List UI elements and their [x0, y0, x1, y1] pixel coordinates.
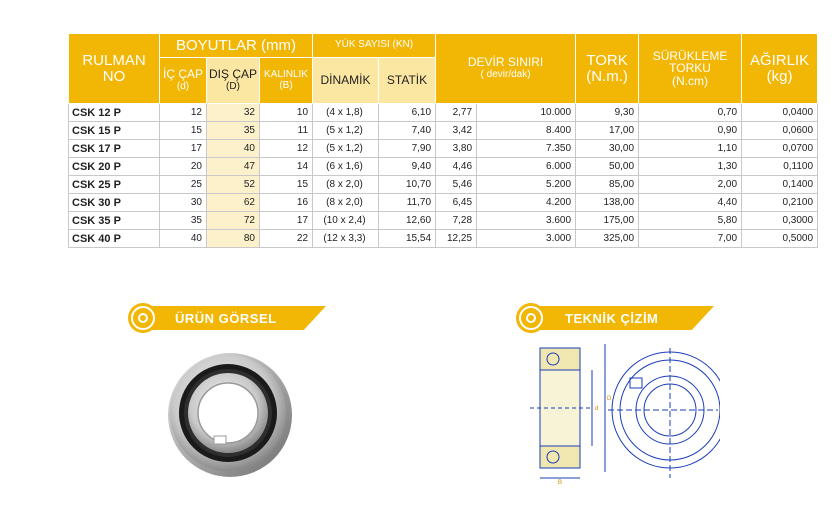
table-cell-surukleme: 0,70 [639, 104, 742, 122]
table-cell-statik: 7,40 [379, 122, 436, 140]
table-cell-surukleme: 7,00 [639, 230, 742, 248]
header-dinamik: DİNAMİK [313, 58, 379, 104]
table-cell-devir_a: 12,25 [436, 230, 477, 248]
header-boyutlar: BOYUTLAR (mm) [160, 34, 313, 58]
bearing-logo-icon [127, 302, 159, 334]
table-cell-dinamik: (5 x 1,2) [313, 140, 379, 158]
table-cell-dinamik: (8 x 2,0) [313, 176, 379, 194]
table-cell-no: CSK 15 P [69, 122, 160, 140]
table-cell-devir_b: 3.600 [477, 212, 576, 230]
table-cell-devir_b: 3.000 [477, 230, 576, 248]
table-cell-devir_b: 8.400 [477, 122, 576, 140]
table-cell-D: 40 [207, 140, 260, 158]
table-cell-B: 16 [260, 194, 313, 212]
table-cell-tork: 17,00 [576, 122, 639, 140]
table-cell-surukleme: 5,80 [639, 212, 742, 230]
table-cell-statik: 10,70 [379, 176, 436, 194]
table-cell-devir_b: 6.000 [477, 158, 576, 176]
table-cell-agirlik: 0,5000 [742, 230, 818, 248]
table-cell-d: 12 [160, 104, 207, 122]
table-cell-tork: 175,00 [576, 212, 639, 230]
table-cell-devir_b: 5.200 [477, 176, 576, 194]
table-cell-agirlik: 0,0400 [742, 104, 818, 122]
table-cell-d: 40 [160, 230, 207, 248]
header-statik: STATİK [379, 58, 436, 104]
header-agirlik: AĞIRLIK (kg) [742, 34, 818, 104]
header-rulman-no: RULMAN NO [69, 34, 160, 104]
table-cell-agirlik: 0,2100 [742, 194, 818, 212]
teknik-cizim-banner [515, 304, 715, 332]
urun-gorsel-title: ÜRÜN GÖRSEL [175, 311, 277, 326]
table-cell-statik: 11,70 [379, 194, 436, 212]
table-cell-D: 52 [207, 176, 260, 194]
table-cell-surukleme: 0,90 [639, 122, 742, 140]
table-row [69, 212, 818, 230]
table-cell-dinamik: (8 x 2,0) [313, 194, 379, 212]
table-cell-D: 80 [207, 230, 260, 248]
table-cell-agirlik: 0,0600 [742, 122, 818, 140]
dimension-B-label: B [558, 480, 563, 486]
table-cell-surukleme: 4,40 [639, 194, 742, 212]
table-cell-no: CSK 20 P [69, 158, 160, 176]
table-row [69, 140, 818, 158]
table-row [69, 158, 818, 176]
teknik-cizim-title: TEKNİK ÇİZİM [565, 311, 659, 326]
table-cell-B: 22 [260, 230, 313, 248]
table-cell-devir_b: 4.200 [477, 194, 576, 212]
table-cell-surukleme: 2,00 [639, 176, 742, 194]
table-cell-D: 35 [207, 122, 260, 140]
bearing-logo-icon [515, 302, 547, 334]
header-devir-siniri: DEVİR SINIRI ( devir/dak) [436, 34, 576, 104]
table-row [69, 104, 818, 122]
table-cell-tork: 138,00 [576, 194, 639, 212]
table-cell-B: 15 [260, 176, 313, 194]
table-row [69, 122, 818, 140]
table-cell-agirlik: 0,1400 [742, 176, 818, 194]
table-cell-no: CSK 12 P [69, 104, 160, 122]
technical-drawing [520, 338, 720, 488]
table-cell-D: 62 [207, 194, 260, 212]
table-cell-devir_a: 3,80 [436, 140, 477, 158]
table-cell-tork: 9,30 [576, 104, 639, 122]
header-dis-cap: DIŞ ÇAP (D) [207, 58, 260, 104]
table-cell-no: CSK 40 P [69, 230, 160, 248]
table-cell-no: CSK 30 P [69, 194, 160, 212]
table-cell-devir_b: 10.000 [477, 104, 576, 122]
table-cell-surukleme: 1,10 [639, 140, 742, 158]
table-cell-no: CSK 25 P [69, 176, 160, 194]
table-cell-d: 20 [160, 158, 207, 176]
table-cell-tork: 30,00 [576, 140, 639, 158]
table-cell-surukleme: 1,30 [639, 158, 742, 176]
table-cell-d: 17 [160, 140, 207, 158]
table-cell-devir_a: 2,77 [436, 104, 477, 122]
table-cell-no: CSK 17 P [69, 140, 160, 158]
table-cell-statik: 6,10 [379, 104, 436, 122]
table-cell-tork: 85,00 [576, 176, 639, 194]
header-ic-cap: İÇ ÇAP (d) [160, 58, 207, 104]
table-cell-d: 30 [160, 194, 207, 212]
header-tork: TORK (N.m.) [576, 34, 639, 104]
table-cell-statik: 15,54 [379, 230, 436, 248]
table-cell-D: 72 [207, 212, 260, 230]
table-cell-d: 25 [160, 176, 207, 194]
table-row [69, 230, 818, 248]
table-cell-agirlik: 0,0700 [742, 140, 818, 158]
header-kalinlik: KALINLIK (B) [260, 58, 313, 104]
table-cell-D: 32 [207, 104, 260, 122]
header-yuk-sayisi: YÜK SAYISI (KN) [313, 34, 436, 58]
table-cell-statik: 9,40 [379, 158, 436, 176]
header-surukleme-torku: SÜRÜKLEME TORKU (N.cm) [639, 34, 742, 104]
table-cell-statik: 7,90 [379, 140, 436, 158]
bearing-spec-table [68, 33, 818, 248]
table-cell-B: 12 [260, 140, 313, 158]
table-cell-tork: 50,00 [576, 158, 639, 176]
dimension-D-label: D [607, 396, 612, 402]
table-cell-agirlik: 0,1100 [742, 158, 818, 176]
table-cell-dinamik: (12 x 3,3) [313, 230, 379, 248]
table-cell-dinamik: (10 x 2,4) [313, 212, 379, 230]
table-cell-devir_a: 4,46 [436, 158, 477, 176]
bearing-product-image [158, 343, 298, 483]
table-cell-devir_a: 6,45 [436, 194, 477, 212]
table-cell-dinamik: (4 x 1,8) [313, 104, 379, 122]
table-cell-tork: 325,00 [576, 230, 639, 248]
table-row [69, 194, 818, 212]
table-cell-B: 10 [260, 104, 313, 122]
dimension-d-label: d [595, 406, 599, 412]
table-cell-devir_a: 7,28 [436, 212, 477, 230]
table-cell-d: 15 [160, 122, 207, 140]
table-cell-B: 11 [260, 122, 313, 140]
table-cell-devir_b: 7.350 [477, 140, 576, 158]
table-cell-devir_a: 5,46 [436, 176, 477, 194]
urun-gorsel-banner [127, 304, 327, 332]
table-row [69, 176, 818, 194]
table-cell-B: 17 [260, 212, 313, 230]
table-cell-dinamik: (5 x 1,2) [313, 122, 379, 140]
table-cell-d: 35 [160, 212, 207, 230]
table-cell-no: CSK 35 P [69, 212, 160, 230]
table-cell-D: 47 [207, 158, 260, 176]
table-cell-statik: 12,60 [379, 212, 436, 230]
table-cell-devir_a: 3,42 [436, 122, 477, 140]
table-cell-agirlik: 0,3000 [742, 212, 818, 230]
table-cell-B: 14 [260, 158, 313, 176]
table-cell-dinamik: (6 x 1,6) [313, 158, 379, 176]
